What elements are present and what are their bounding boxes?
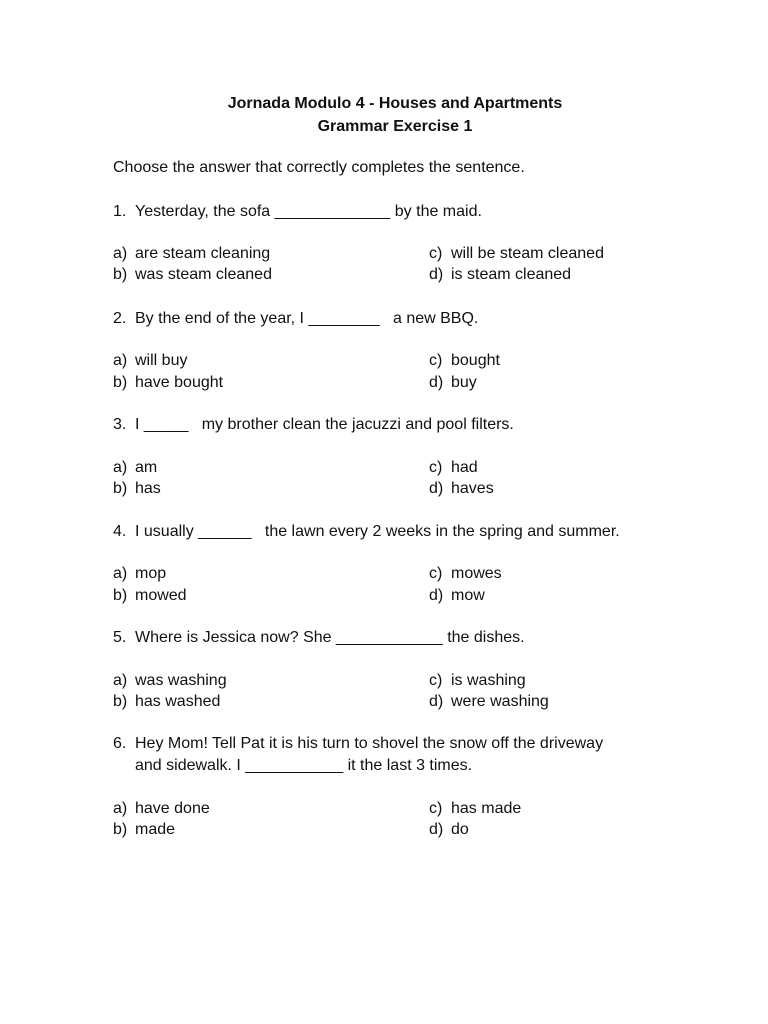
option-letter: b) [113,374,128,391]
option-b [113,586,187,606]
option-text: mowes [451,565,502,582]
question-text: Yesterday, the sofa _____________ by the maid. [135,203,482,220]
option-text: has made [451,800,522,817]
option-a [113,671,227,691]
question-5 [113,627,525,649]
option-letter: b) [113,266,128,283]
option-c [429,799,521,819]
option-text: was steam cleaned [135,266,272,283]
document-title: Jornada Modulo 4 - Houses and Apartments [227,95,563,112]
option-letter: c) [429,800,443,817]
option-a [113,244,270,264]
document-subtitle: Grammar Exercise 1 [317,118,473,135]
question-text: I _____ my brother clean the jacuzzi and pool filters. [135,416,514,433]
question-number: 2. [113,310,127,327]
question-number: 3. [113,416,127,433]
question-1 [113,201,482,223]
option-c [429,671,526,691]
option-letter: a) [113,672,128,689]
option-letter: d) [429,693,444,710]
option-text: had [451,459,478,476]
question-number: 5. [113,629,127,646]
option-text: were washing [451,693,549,710]
option-b [113,692,220,712]
question-2 [113,308,478,330]
option-a [113,351,187,371]
question-text: I usually ______ the lawn every 2 weeks in the spring and summer. [135,523,620,540]
option-letter: d) [429,374,444,391]
question-text: By the end of the year, I ________ a new BBQ. [135,310,479,327]
option-text: haves [451,480,494,497]
question-text: Where is Jessica now? She ____________ the dishes. [135,629,525,646]
option-text: am [135,459,158,476]
option-c [429,564,502,584]
option-letter: a) [113,459,128,476]
option-text: is washing [451,672,526,689]
option-c [429,351,500,371]
option-c [429,458,478,478]
option-text: is steam cleaned [451,266,572,283]
option-text: are steam cleaning [135,245,271,262]
option-letter: d) [429,821,444,838]
option-d [429,265,571,285]
option-text: has washed [135,693,221,710]
option-b [113,265,272,285]
question-3 [113,414,514,436]
question-number: 6. [113,735,127,752]
option-text: will be steam cleaned [451,245,604,262]
option-a [113,799,210,819]
option-text: made [135,821,176,838]
question-text-continued: and sidewalk. I ___________ it the last 3 times. [135,757,473,774]
option-d [429,373,477,393]
question-number: 4. [113,523,127,540]
option-b [113,479,161,499]
option-text: mow [451,587,485,604]
option-letter: c) [429,245,443,262]
option-text: mop [135,565,167,582]
option-b [113,373,223,393]
option-letter: a) [113,352,128,369]
option-a [113,458,157,478]
option-letter: d) [429,587,444,604]
option-letter: d) [429,480,444,497]
option-text: has [135,480,161,497]
option-letter: b) [113,480,128,497]
option-b [113,820,175,840]
option-letter: d) [429,266,444,283]
option-text: do [451,821,469,838]
option-letter: c) [429,672,443,689]
option-a [113,564,166,584]
instructions-text: Choose the answer that correctly completes the sentence. [113,159,525,176]
option-letter: b) [113,693,128,710]
option-letter: b) [113,587,128,604]
option-letter: a) [113,565,128,582]
option-c [429,244,604,264]
question-4 [113,521,620,543]
option-text: was washing [135,672,227,689]
option-text: bought [451,352,500,369]
option-letter: c) [429,352,443,369]
question-number: 1. [113,203,127,220]
option-letter: a) [113,245,128,262]
option-letter: a) [113,800,128,817]
option-d [429,479,494,499]
option-letter: c) [429,459,443,476]
question-6 [113,733,603,777]
option-text: buy [451,374,477,391]
option-text: have done [135,800,210,817]
option-d [429,820,469,840]
option-d [429,586,485,606]
option-letter: b) [113,821,128,838]
option-text: have bought [135,374,224,391]
option-d [429,692,549,712]
question-text: Hey Mom! Tell Pat it is his turn to shovel the snow off the driveway [135,735,604,752]
option-text: will buy [135,352,188,369]
option-text: mowed [135,587,187,604]
option-letter: c) [429,565,443,582]
